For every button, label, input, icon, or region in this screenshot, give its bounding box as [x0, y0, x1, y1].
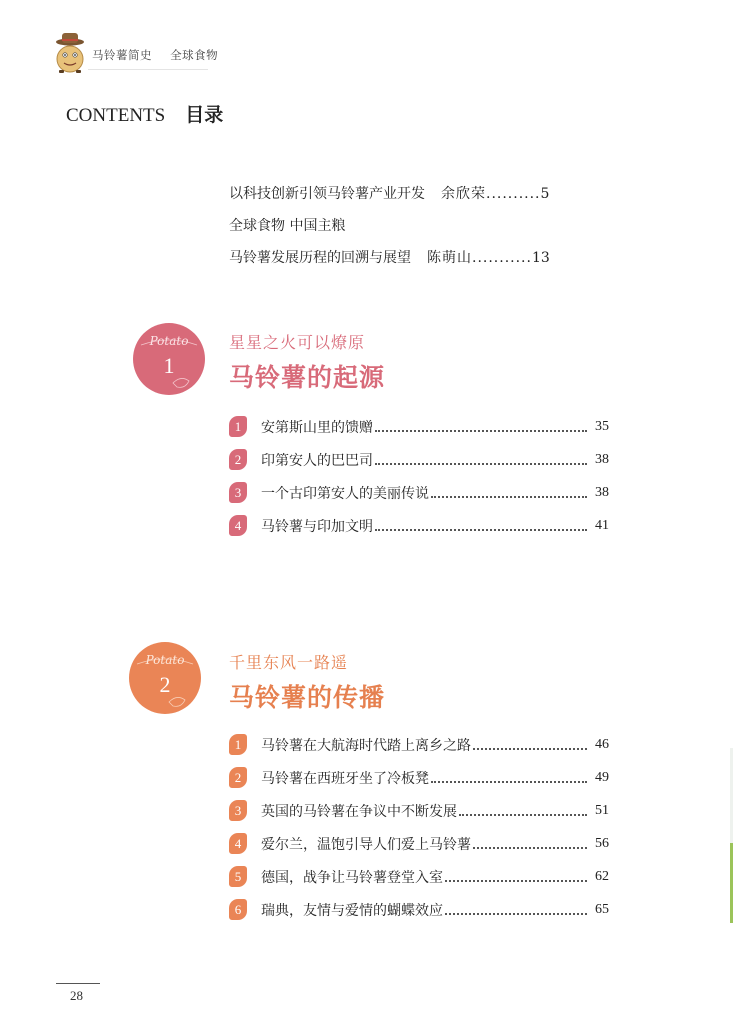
entry-title: 印第安人的巴巴司 [261, 452, 373, 469]
book-subtitle: 全球食物 [170, 48, 219, 62]
entry-number-badge: 2 [229, 449, 247, 470]
entry-number-badge: 6 [229, 899, 247, 920]
intro-entry-author: 余欣荣 [441, 186, 486, 202]
entry-number-badge: 1 [229, 416, 247, 437]
intro-entry-page: 5 [540, 186, 550, 202]
dot-leader [375, 420, 587, 432]
entry-page: 46 [595, 736, 609, 752]
entry-page: 56 [595, 835, 609, 851]
toc-entry[interactable] [229, 410, 609, 443]
section-2-title: 马铃薯的传播 [229, 683, 386, 712]
entry-page: 38 [595, 451, 609, 467]
intro-entry-page: 13 [531, 250, 550, 266]
footer-rule [56, 983, 100, 984]
entry-page: 38 [595, 484, 609, 500]
section-2-subtitle: 千里东风一路遥 [229, 653, 349, 672]
toc-entry[interactable] [229, 794, 609, 827]
dot-leader [473, 738, 587, 750]
entry-page: 41 [595, 517, 609, 533]
toc-entry[interactable] [229, 443, 609, 476]
entry-title: 马铃薯在大航海时代踏上离乡之路 [261, 737, 471, 754]
entry-number-badge: 1 [229, 734, 247, 755]
section-1-badge-script: Potato [149, 334, 189, 348]
contents-heading [66, 100, 223, 127]
intro-entry-dots: .......... [486, 186, 541, 202]
page-number: 28 [70, 988, 83, 1003]
dot-leader [431, 486, 587, 498]
contents-title-zh: 目录 [185, 104, 224, 126]
header-rule [88, 69, 208, 70]
section-1-badge-number: 1 [163, 353, 175, 378]
toc-entry[interactable] [229, 860, 609, 893]
section-2-badge-script: Potato [145, 653, 185, 667]
toc-entry[interactable] [229, 893, 609, 926]
dot-leader [375, 453, 587, 465]
intro-entry[interactable] [229, 178, 609, 210]
entry-title: 一个古印第安人的美丽传说 [261, 485, 429, 502]
dot-leader [445, 903, 587, 915]
dot-leader [375, 519, 587, 531]
entry-number-badge: 3 [229, 482, 247, 503]
entry-page: 51 [595, 802, 609, 818]
toc-entry[interactable] [229, 509, 609, 542]
toc-entry[interactable] [229, 728, 609, 761]
entry-number-badge: 4 [229, 515, 247, 536]
toc-entry[interactable] [229, 827, 609, 860]
section-1-subtitle: 星星之火可以燎原 [229, 333, 366, 352]
intro-entry-title: 马铃薯发展历程的回溯与展望 [229, 250, 411, 266]
entry-number-badge: 4 [229, 833, 247, 854]
potato-mascot-icon [50, 30, 90, 74]
dot-leader [459, 804, 587, 816]
entry-title: 爱尔兰，温饱引导人们爱上马铃薯 [261, 836, 471, 853]
intro-entry-author: 陈萌山 [427, 250, 472, 266]
intro-entry[interactable] [229, 210, 609, 242]
entry-number-badge: 3 [229, 800, 247, 821]
entry-title: 德国，战争让马铃薯登堂入室 [261, 869, 443, 886]
section-1-list [229, 410, 609, 542]
entry-title: 马铃薯在西班牙坐了冷板凳 [261, 770, 429, 787]
entry-page: 65 [595, 901, 609, 917]
entry-title: 瑞典，友情与爱情的蝴蝶效应 [261, 902, 443, 919]
toc-entry[interactable] [229, 476, 609, 509]
section-2-list [229, 728, 609, 926]
intro-entry-title: 全球食物 中国主粮 [229, 218, 346, 234]
intro-entry[interactable] [229, 242, 609, 274]
intro-entries [229, 178, 609, 274]
section-2-badge [129, 642, 201, 714]
entry-page: 35 [595, 418, 609, 434]
dot-leader [445, 870, 587, 882]
entry-number-badge: 2 [229, 767, 247, 788]
entry-title: 安第斯山里的馈赠 [261, 419, 373, 436]
running-header [92, 47, 218, 63]
entry-page: 49 [595, 769, 609, 785]
dot-leader [473, 837, 587, 849]
toc-entry[interactable] [229, 761, 609, 794]
entry-number-badge: 5 [229, 866, 247, 887]
intro-entry-dots: ........... [472, 250, 532, 266]
section-1-badge [133, 323, 205, 395]
section-2-badge-number: 2 [159, 672, 171, 697]
entry-page: 62 [595, 868, 609, 884]
book-title: 马铃薯简史 [92, 48, 152, 62]
intro-entry-title: 以科技创新引领马铃薯产业开发 [229, 186, 425, 202]
dot-leader [431, 771, 587, 783]
entry-title: 马铃薯与印加文明 [261, 518, 373, 535]
section-1-title: 马铃薯的起源 [229, 363, 386, 392]
entry-title: 英国的马铃薯在争议中不断发展 [261, 803, 457, 820]
contents-title-en: CONTENTS [66, 105, 166, 126]
